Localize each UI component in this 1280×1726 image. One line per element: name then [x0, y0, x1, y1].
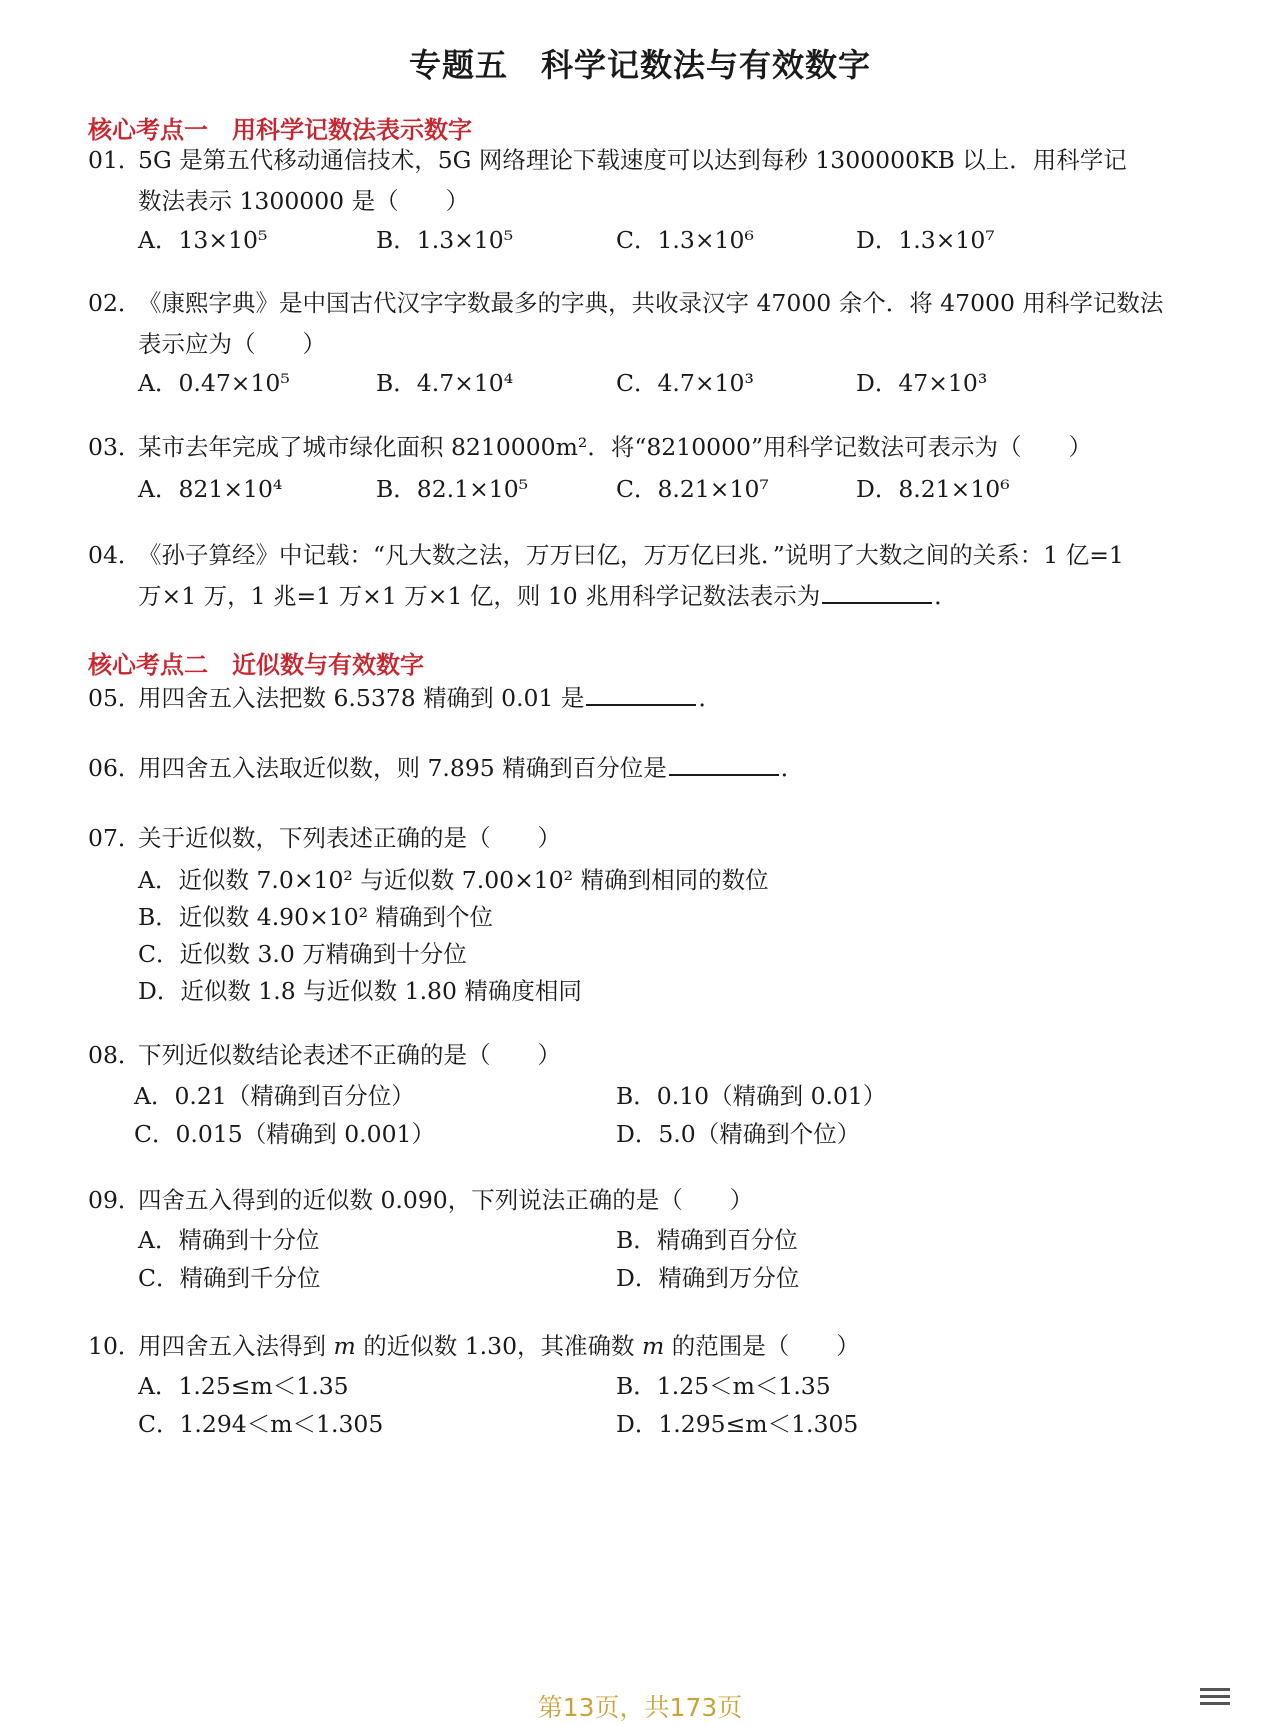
question-number: 04．: [88, 541, 142, 569]
page-indicator: 第13页，共173页: [537, 1693, 743, 1722]
option-a: A．0.47×10⁵: [138, 369, 290, 397]
option-a: A．近似数 7.0×10² 与近似数 7.00×10² 精确到相同的数位: [138, 866, 769, 894]
answer-blank[interactable]: [586, 682, 696, 706]
question-01: [88, 140, 1198, 222]
question-number: 06．: [88, 754, 142, 782]
option-b: B．1.3×10⁵: [376, 226, 514, 254]
question-text-cont: 表示应为（ ）: [138, 330, 326, 358]
question-number: 01．: [88, 146, 142, 174]
question-text: 5G 是第五代移动通信技术，5G 网络理论下载速度可以达到每秒 1300000KB 以上．用科学记: [138, 146, 1127, 174]
question-number: 03．: [88, 433, 142, 461]
option-c: C．8.21×10⁷: [616, 475, 769, 503]
question-text: 关于近似数，下列表述正确的是（ ）: [138, 824, 561, 852]
question-period: ．: [780, 754, 805, 782]
question-text: 四舍五入得到的近似数 0.090，下列说法正确的是（ ）: [138, 1186, 754, 1214]
question-text: 《康熙字典》是中国古代汉字字数最多的字典，共收录汉字 47000 余个．将 47000 用科学记数法: [138, 289, 1164, 317]
question-period: ．: [698, 684, 722, 712]
option-c: C．1.3×10⁶: [616, 226, 754, 254]
option-d: D．精确到万分位: [616, 1264, 800, 1292]
question-number: 07．: [88, 824, 142, 852]
question-text: 某市去年完成了城市绿化面积 8210000m²．将“8210000”用科学记数法可表示为（ ）: [138, 433, 1093, 461]
question-06: [88, 748, 1198, 789]
option-d: D．近似数 1.8 与近似数 1.80 精确度相同: [138, 977, 582, 1005]
option-a: A．821×10⁴: [138, 475, 283, 503]
option-d: D．1.3×10⁷: [856, 226, 995, 254]
question-05: [88, 678, 1198, 719]
option-c: C．1.294＜m＜1.305: [138, 1410, 384, 1438]
question-09: [88, 1180, 1198, 1221]
section-heading-2: 核心考点二 近似数与有效数字: [88, 651, 424, 679]
question-text-mid: 的近似数 1.30，其准确数: [355, 1332, 643, 1360]
question-03: [88, 427, 1198, 468]
page-title: 专题五 科学记数法与有效数字: [408, 46, 871, 84]
option-b: B．82.1×10⁵: [376, 475, 529, 503]
question-number: 08．: [88, 1041, 142, 1069]
option-b: B．近似数 4.90×10² 精确到个位: [138, 903, 494, 931]
question-period: ．: [934, 582, 958, 610]
question-text: 下列近似数结论表述不正确的是（ ）: [138, 1041, 561, 1069]
question-07: [88, 818, 1198, 859]
option-c: C．4.7×10³: [616, 369, 754, 397]
option-a: A．1.25≤m＜1.35: [138, 1372, 349, 1400]
option-d: D．8.21×10⁶: [856, 475, 1010, 503]
option-c: C．精确到千分位: [138, 1264, 321, 1292]
question-10: [88, 1326, 1198, 1367]
option-c: C．近似数 3.0 万精确到十分位: [138, 940, 467, 968]
question-number: 05．: [88, 684, 142, 712]
question-text-end: 的范围是（ ）: [664, 1332, 860, 1360]
option-b: B．4.7×10⁴: [376, 369, 514, 397]
section-heading-1: 核心考点一 用科学记数法表示数字: [88, 116, 472, 144]
question-number: 10．: [88, 1332, 142, 1360]
question-04: [88, 535, 1198, 617]
question-text: 用四舍五入法把数 6.5378 精确到 0.01 是: [138, 684, 585, 712]
option-d: D．47×10³: [856, 369, 988, 397]
question-text: 用四舍五入法得到: [138, 1332, 334, 1360]
option-a: A．精确到十分位: [138, 1226, 320, 1254]
option-d: D．1.295≤m＜1.305: [616, 1410, 859, 1438]
option-d: D．5.0（精确到个位）: [616, 1120, 861, 1148]
answer-blank[interactable]: [822, 580, 932, 604]
option-b: B．0.10（精确到 0.01）: [616, 1082, 887, 1110]
option-b: B．精确到百分位: [616, 1226, 798, 1254]
question-number: 09．: [88, 1186, 142, 1214]
question-number: 02．: [88, 289, 142, 317]
variable-m: m: [642, 1332, 665, 1360]
question-02: [88, 283, 1198, 365]
variable-m: m: [333, 1332, 356, 1360]
question-text: 用四舍五入法取近似数，则 7.895 精确到百分位是: [138, 754, 667, 782]
option-b: B．1.25＜m＜1.35: [616, 1372, 831, 1400]
option-a: A．13×10⁵: [138, 226, 268, 254]
question-08: [88, 1035, 1198, 1076]
option-a: A．0.21（精确到百分位）: [134, 1082, 415, 1110]
answer-blank[interactable]: [669, 752, 779, 776]
question-text-cont: 数法表示 1300000 是（ ）: [138, 187, 470, 215]
question-text: 《孙子算经》中记载：“凡大数之法，万万曰亿，万万亿曰兆．”说明了大数之间的关系：1 亿=1: [138, 541, 1124, 569]
option-c: C．0.015（精确到 0.001）: [134, 1120, 436, 1148]
question-text-cont: 万×1 万，1 兆=1 万×1 万×1 亿，则 10 兆用科学记数法表示为: [138, 582, 821, 610]
menu-lines-icon[interactable]: [1200, 1688, 1230, 1714]
